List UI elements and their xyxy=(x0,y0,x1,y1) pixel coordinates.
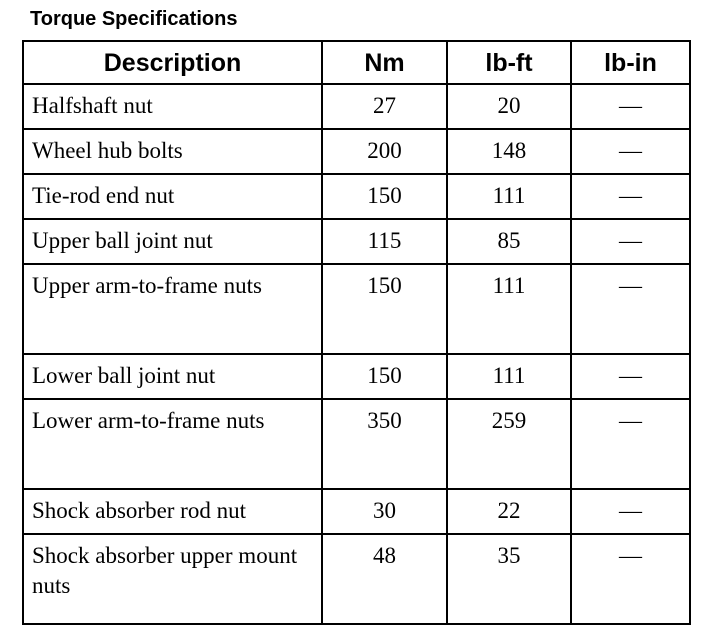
cell-lb-ft: 148 xyxy=(447,129,571,174)
cell-lb-ft: 111 xyxy=(447,264,571,354)
cell-lb-in: — xyxy=(571,84,690,129)
cell-nm: 200 xyxy=(322,129,447,174)
cell-description: Shock absorber upper mount nuts xyxy=(23,534,322,624)
cell-lb-ft: 35 xyxy=(447,534,571,624)
cell-description: Lower arm-to-frame nuts xyxy=(23,399,322,489)
cell-lb-ft: 20 xyxy=(447,84,571,129)
header-description: Description xyxy=(23,41,322,84)
cell-lb-in: — xyxy=(571,129,690,174)
cell-lb-in: — xyxy=(571,489,690,534)
cell-description: Halfshaft nut xyxy=(23,84,322,129)
table-row xyxy=(23,534,690,624)
cell-nm: 115 xyxy=(322,219,447,264)
table-row xyxy=(23,129,690,174)
cell-nm: 30 xyxy=(322,489,447,534)
cell-description: Shock absorber rod nut xyxy=(23,489,322,534)
cell-nm: 150 xyxy=(322,174,447,219)
table-header-row xyxy=(23,41,690,84)
cell-lb-ft: 111 xyxy=(447,354,571,399)
cell-lb-in: — xyxy=(571,399,690,489)
cell-description: Tie-rod end nut xyxy=(23,174,322,219)
page-title: Torque Specifications xyxy=(30,8,238,30)
cell-description: Wheel hub bolts xyxy=(23,129,322,174)
cell-description: Lower ball joint nut xyxy=(23,354,322,399)
cell-lb-ft: 259 xyxy=(447,399,571,489)
table-row xyxy=(23,399,690,489)
table-row xyxy=(23,174,690,219)
cell-description: Upper ball joint nut xyxy=(23,219,322,264)
table-row xyxy=(23,354,690,399)
header-nm: Nm xyxy=(322,41,447,84)
cell-nm: 27 xyxy=(322,84,447,129)
cell-lb-ft: 85 xyxy=(447,219,571,264)
cell-lb-ft: 111 xyxy=(447,174,571,219)
torque-spec-table xyxy=(22,40,691,625)
header-lb-in: lb-in xyxy=(571,41,690,84)
cell-nm: 150 xyxy=(322,354,447,399)
cell-description: Upper arm-to-frame nuts xyxy=(23,264,322,354)
table-row xyxy=(23,489,690,534)
cell-lb-in: — xyxy=(571,264,690,354)
cell-lb-in: — xyxy=(571,354,690,399)
table-row xyxy=(23,264,690,354)
cell-nm: 150 xyxy=(322,264,447,354)
cell-lb-in: — xyxy=(571,219,690,264)
table-row xyxy=(23,219,690,264)
cell-nm: 350 xyxy=(322,399,447,489)
cell-lb-in: — xyxy=(571,534,690,624)
cell-lb-ft: 22 xyxy=(447,489,571,534)
header-lb-ft: lb-ft xyxy=(447,41,571,84)
cell-lb-in: — xyxy=(571,174,690,219)
table-row xyxy=(23,84,690,129)
cell-nm: 48 xyxy=(322,534,447,624)
